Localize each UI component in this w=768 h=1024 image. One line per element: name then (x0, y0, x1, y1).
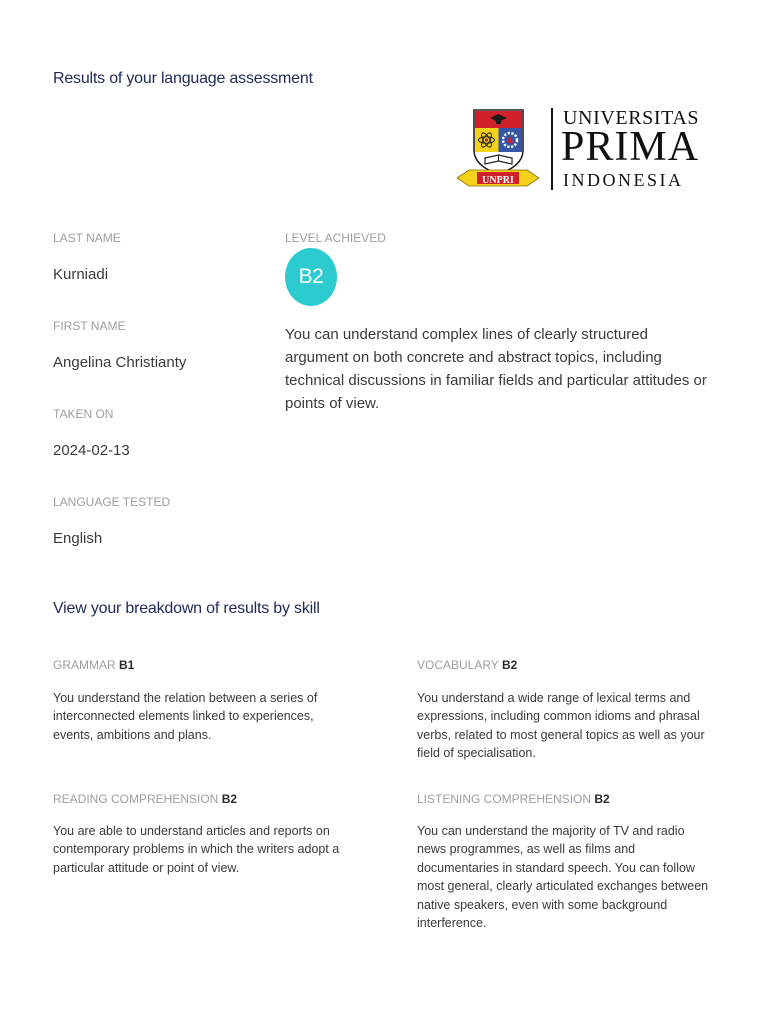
skill-level: B2 (501, 658, 518, 672)
last-name-value: Kurniadi (53, 266, 109, 283)
taken-on-label: TAKEN ON (53, 407, 114, 421)
last-name-label: LAST NAME (53, 231, 121, 245)
page-title: Results of your language assessment (53, 70, 313, 87)
skill-vocabulary-label (417, 658, 517, 672)
breakdown-title: View your breakdown of results by skill (53, 600, 320, 617)
logo-line-indonesia: INDONESIA (563, 170, 684, 190)
logo-line-universitas: UNIVERSITAS (563, 107, 700, 129)
language-tested-value: English (53, 530, 103, 547)
level-description: You can understand complex lines of clearly structured argument on both concrete and abstract topics, including technical discussions in familiar fields and particular attitudes or points of view. (285, 326, 707, 412)
logo-divider (551, 108, 553, 190)
skill-listening-description: You can understand the majority of TV and radio news programmes, as well as films and documentaries in standard speech. You can follow most general, clearly articulated exchanges between native speakers, even with some background interference. (417, 824, 709, 931)
skill-vocabulary-description: You understand a wide range of lexical terms and expressions, including common idioms and phrasal verbs, related to most general topics as well as your field of specialisation. (417, 691, 705, 761)
seal-ribbon-text: UNPRI (482, 175, 514, 186)
language-tested-label: LANGUAGE TESTED (53, 495, 171, 509)
skill-name: LISTENING COMPREHENSION (417, 792, 592, 806)
skill-name: GRAMMAR (53, 658, 116, 672)
skill-reading-label (53, 792, 237, 806)
skill-grammar-description: You understand the relation between a series of interconnected elements linked to experiences, events, ambitions and plans. (53, 691, 318, 742)
level-achieved-label: LEVEL ACHIEVED (285, 231, 386, 245)
university-logo (455, 106, 710, 192)
taken-on-value: 2024-02-13 (53, 442, 130, 459)
skill-grammar-label (53, 658, 134, 672)
skill-level: B2 (594, 792, 610, 806)
level-badge: B2 (285, 248, 337, 306)
first-name-label: FIRST NAME (53, 319, 126, 333)
skill-level: B1 (119, 658, 135, 672)
skill-reading-description: You are able to understand articles and reports on contemporary problems in which the writers adopt a particular attitude or point of view. (53, 824, 340, 875)
skill-listening-label (417, 792, 610, 806)
logo-line-prima: PRIMA (561, 124, 700, 170)
skill-level: B2 (221, 792, 238, 806)
first-name-value: Angelina Christianty (53, 354, 187, 371)
skill-name: READING COMPREHENSION (53, 792, 219, 806)
skill-name: VOCABULARY (417, 658, 499, 672)
